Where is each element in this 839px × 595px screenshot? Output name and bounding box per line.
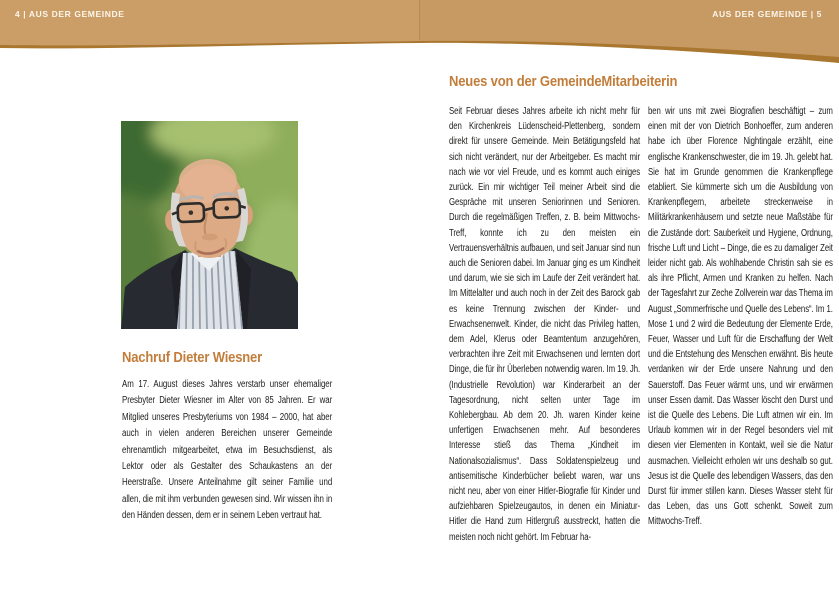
article-column-1: Seit Februar dieses Jahres arbeite ich nicht mehr für den Kirchenkreis Lüdenscheid-Plettenberg, sondern direkt für unsere Gemeinde. Mein Betätigungsfeld hat sich nicht verändert, nur der Arbeitgeber. Es macht mir nach wie vor viel Freude, und es kommt auch einiges zurück. Ein mir wichtiger Teil meiner Arbeit sind die Gespräche mit unseren Seniorinnen und Senioren. Durch die regelmäßigen Treffen, z. B. beim Mittwochs-Treff, konnte ich zu den meisten ein Vertrauensverhältnis aufbauen, und seit Januar sind nun auch die Senioren dabei. Im Januar ging es um Kindheit und darum, wie sie sich im Laufe der Zeit verändert hat. Im Mittelalter und auch noch in der Zeit des Barock gab es keine Trennung zwischen der Kinder- und Erwachsenenwelt. Kinder, die nicht das Privileg hatten, dem Adel, Klerus oder Beamtentum anzugehören, verbrachten ihre Zeit mit Erwachsenen und lernten dort Dinge, die für ihr Überleben notwendig waren. Im 19. Jh. (Industrielle Revolution) war Kinderarbeit an der Tagesordnung, nicht selten unter Tage im Kohlebergbau. Ab dem 20. Jh. waren Kinder keine unfertigen Erwachsenen mehr. Auf besonderes Interesse stieß das Thema „Kindheit im Nationalsozialismus“. Dass Soldatenspielzeug und antisemitische Kinderbücher beliebt waren, war uns nicht neu, aber von einer Hitler-Biografie für Kinder und aufziehbaren Spielzeugautos, in denen ein Miniatur-Hitler die Hand zum Hitlergruß ausstreckt, hatten die meisten noch nicht gehört. Im Februar ha- [449,106,641,543]
page-number-left: 4 | AUS DER GEMEINDE [15,9,125,19]
obituary-body: Am 17. August dieses Jahres verstarb unser ehemaliger Presbyter Dieter Wiesner im Alter von 85 Jahren. Er war Mitglied unseres Presbyteriums von 1984 – 2000, hat aber auch in vielen anderen Bereichen unserer Gemeinde ehrenamtlich mitgearbeitet, etwa im Besuchsdienst, als Lektor oder als Gestalter des Schaukastens an der Heerstraße. Unsere Anteilnahme gilt seiner Familie und allen, die mit ihm verbunden gewesen sind. Wir wissen ihn in den Händen dessen, dem er in seinem Leben vertraut hat. [122,379,333,522]
page-gutter-line [419,0,420,40]
article-column-2: ben wir uns mit zwei Biografien beschäftigt – zum einen mit der von Dietrich Bonhoeffer, zum anderen habe ich über Florence Nightingale erzählt, eine englische Krankenschwester, die im 19. Jh. gelebt hat. Sie hat im Grunde genommen die Krankenpflege etabliert. Sie kümmerte sich um die Ausbildung von Krankenpflegern, arbeitete streckenweise in Militärkrankenhäusern und setzte neue Maßstäbe für die Zustände dort: Sauberkeit und Hygiene, Ordnung, frische Luft und Licht – Dinge, die es zu damaliger Zeit leider nicht gab. Als wohlhabende Christin sah sie es als ihre Pflicht, Armen und Kranken zu helfen. Nach der Tagesfahrt zur Zeche Zollverein war das Thema im August „Sommerfrische und Quelle des Lebens“. Im 1. Mose 1 und 2 wird die Bedeutung der Elemente Erde, Feuer, Wasser und Luft für die Erschaffung der Welt und die Entstehung des Menschen erwähnt. Bis heute verdanken wir der Erde unsere Nahrung und den Sauerstoff. Das Feuer wärmt uns, und wir erwärmen unser Essen damit. Das Wasser löscht den Durst und ist die Quelle des Lebens. Die Luft atmen wir ein. Im Urlaub kommen wir in der Regel besonders viel mit diesen vier Elementen in Kontakt, weil sie die Natur ausmachen. Vielleicht erholen wir uns deshalb so gut. Jesus ist die Quelle des lebendigen Wassers, das den Durst für immer stillen kann. Dieses Wasser steht für das Leben, das uns Gott schenkt. Soweit zum Mittwochs-Treff. [648,106,833,528]
obituary-heading: Nachruf Dieter Wiesner [122,350,263,366]
page-number-right: AUS DER GEMEINDE | 5 [712,9,822,19]
article-heading: Neues von der GemeindeMitarbeiterin [449,74,678,90]
portrait-photo [121,121,298,329]
obituary-photo [121,121,298,329]
